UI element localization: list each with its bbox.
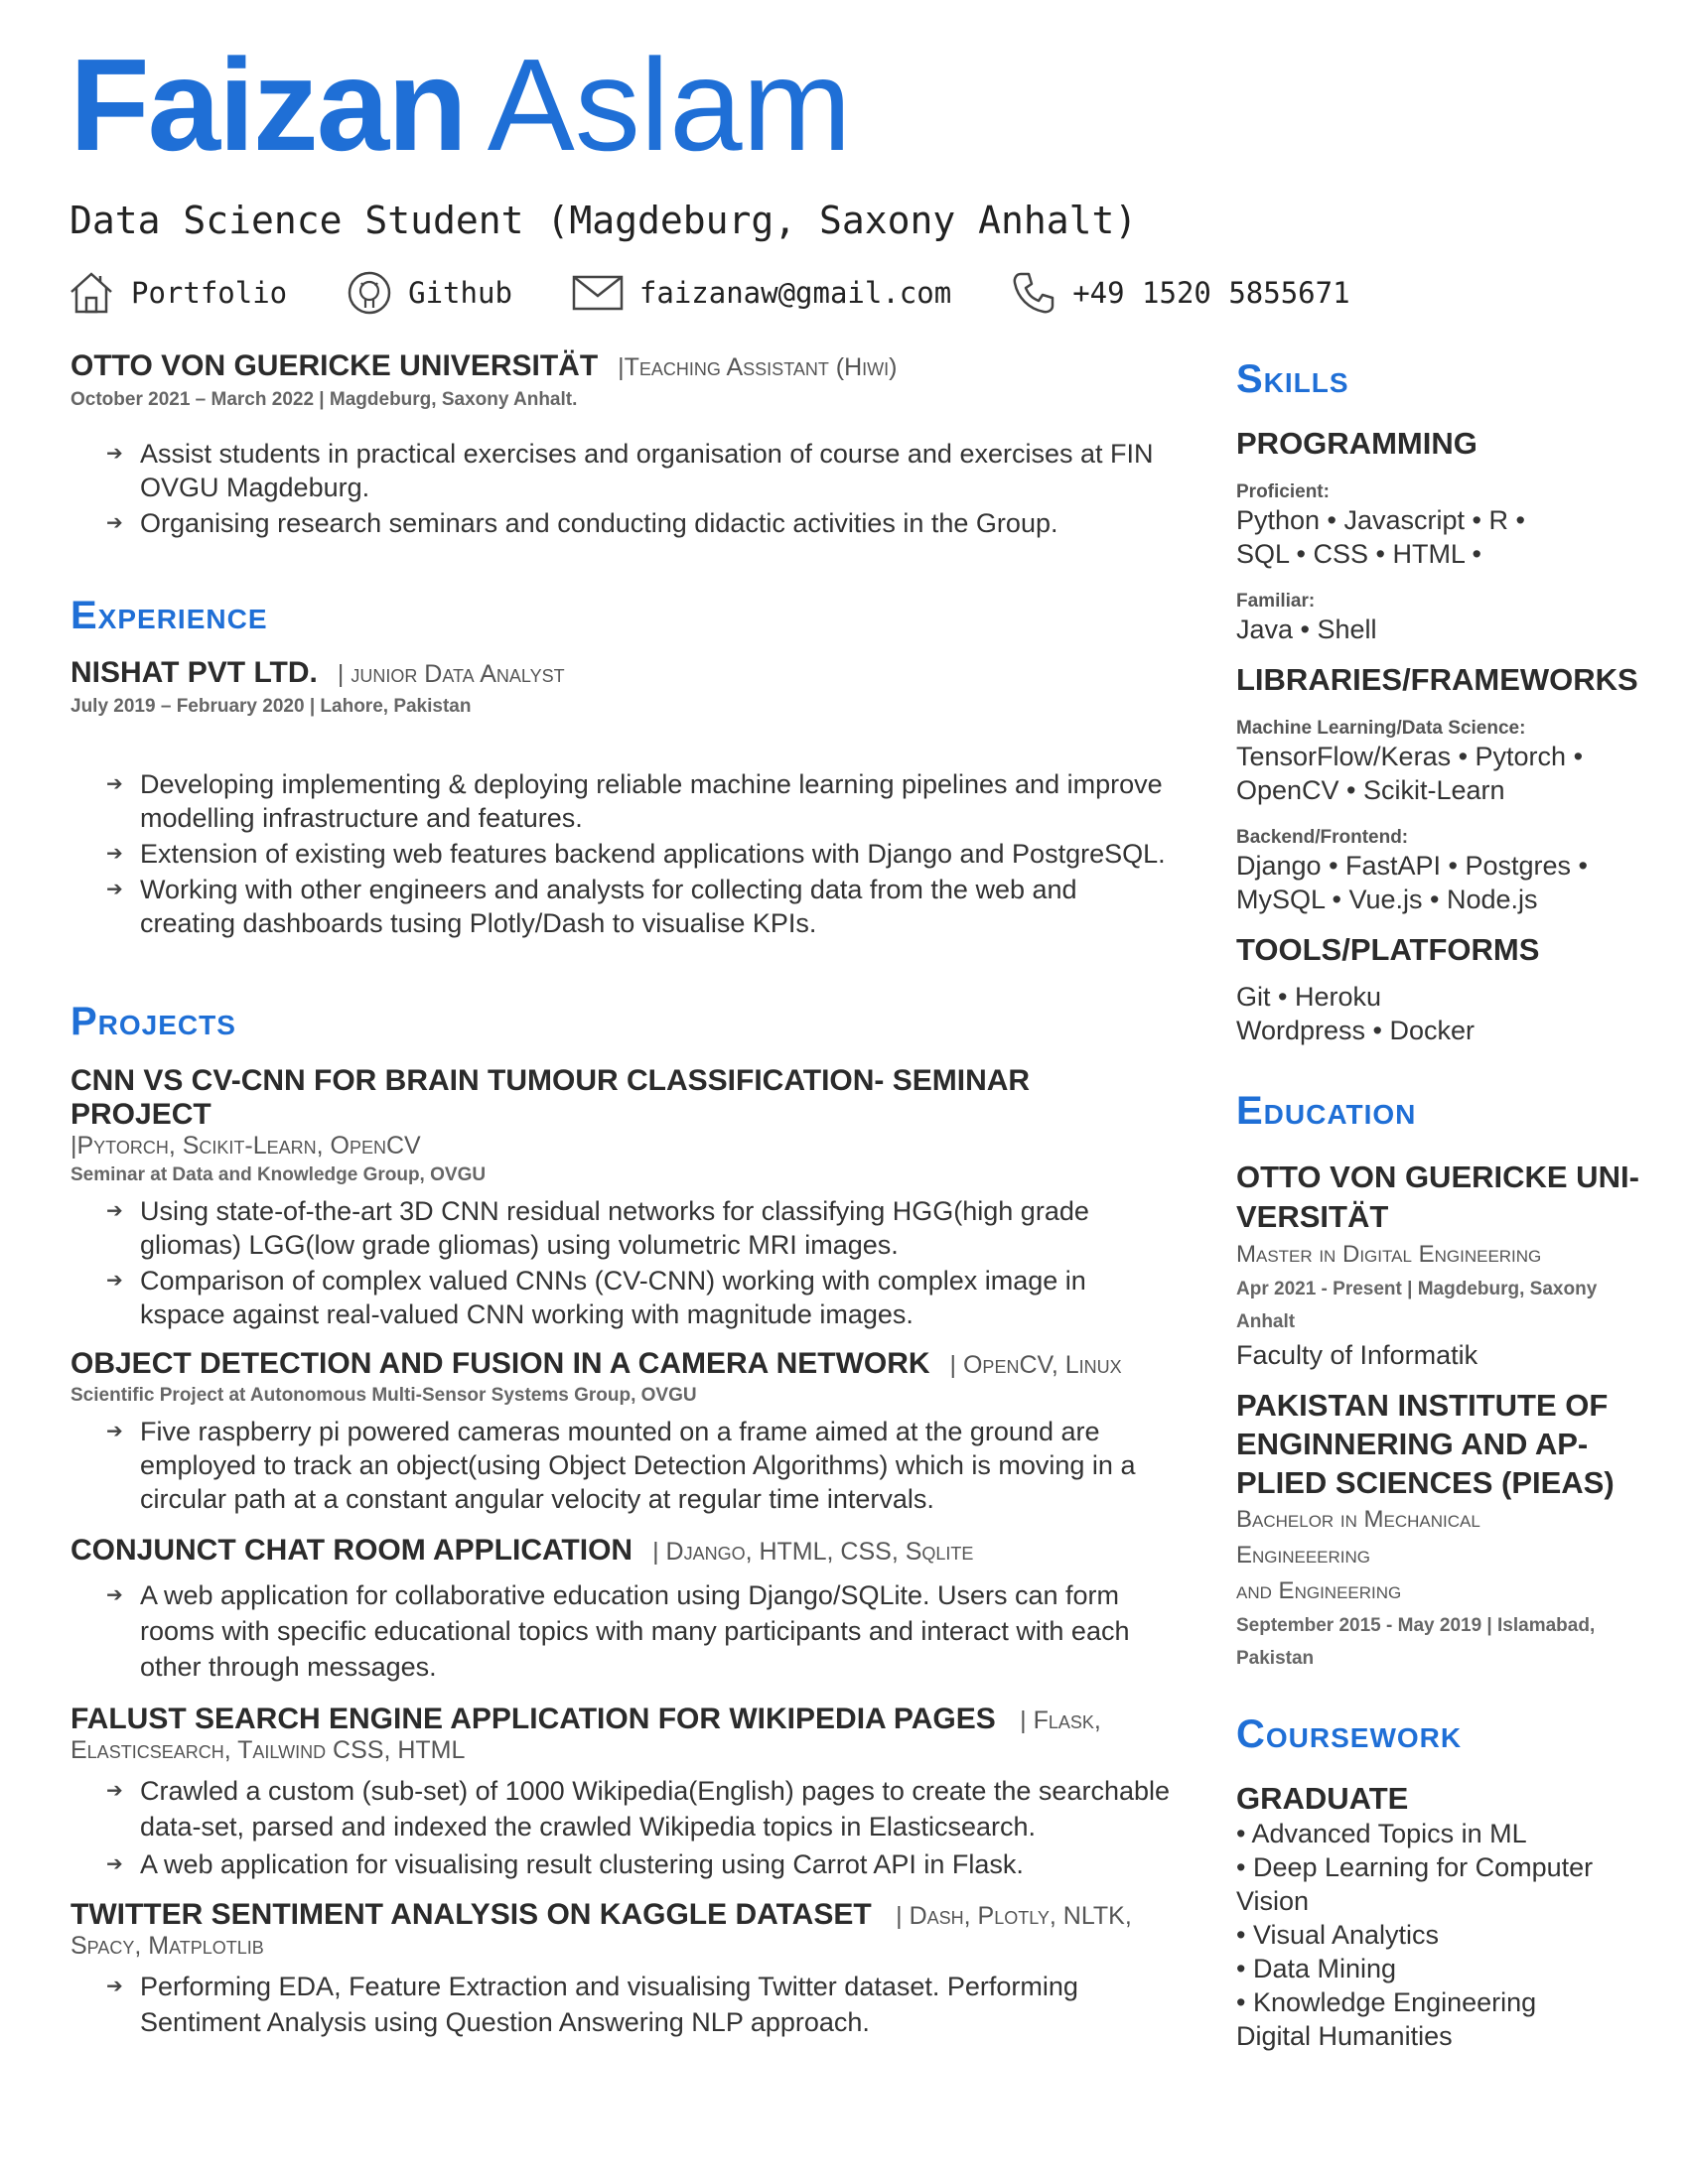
education-meta: September 2015 - May 2019 | Islamabad, [1236, 1615, 1596, 1636]
ml-line: TensorFlow/Keras • Pytorch • [1236, 742, 1584, 771]
list-item: ➔ A web application for collaborative education using Django/SQLite. Users can form rooms with specific educational topics with many participants and interact with each other through messages. [140, 1577, 1173, 1685]
list-item: ➔ Comparison of complex valued CNNs (CV-CNN) working with complex image in kspace against real-valued CNN working with magnitude images. [140, 1264, 1173, 1331]
teaching-entry [70, 349, 1173, 540]
proficient-label: Proficient: [1236, 481, 1330, 502]
list-item: ➔ Developing implementing & deploying reliable machine learning pipelines and improve modelling infrastructure and features. [140, 767, 1173, 835]
project-item [70, 1534, 1173, 1685]
sidebar-column [1236, 357, 1653, 2053]
proficient-line: SQL • CSS • HTML • [1236, 539, 1481, 569]
tools-line: Git • Heroku [1236, 982, 1381, 1012]
experience-role: | junior Data Analyst [337, 660, 565, 688]
list-item: Vision [1236, 1886, 1310, 1916]
education-entry-ovgu [1236, 1158, 1653, 1372]
education-entry-pieas [1236, 1386, 1653, 1675]
school-name: ENGINNERING AND AP- [1236, 1427, 1589, 1461]
project-tech: | OpenCV, Linux [949, 1351, 1122, 1379]
education-meta: Apr 2021 - Present | Magdeburg, Saxony [1236, 1279, 1598, 1299]
project-meta: Seminar at Data and Knowledge Group, OVGU [70, 1164, 487, 1185]
teaching-header [70, 349, 1173, 383]
list-item: ➔ Assist students in practical exercises and organisation of course and exercises at FIN OVGU Magdeburg. [140, 437, 1173, 504]
project-title: FALUST SEARCH ENGINE APPLICATION FOR WIKIPEDIA PAGES [70, 1703, 996, 1735]
list-item: • Knowledge Engineering [1236, 1987, 1537, 2017]
project-title: OBJECT DETECTION AND FUSION IN A CAMERA NETWORK [70, 1347, 930, 1380]
coursework-heading: GRADUATE [1236, 1781, 1409, 1816]
backend-line: MySQL • Vue.js • Node.js [1236, 885, 1538, 914]
project-header [70, 1898, 1173, 1961]
ml-label: Machine Learning/Data Science: [1236, 718, 1526, 739]
project-item [70, 1347, 1173, 1516]
proficient-line: Python • Javascript • R • [1236, 505, 1525, 535]
project-title: CNN VS CV-CNN FOR BRAIN TUMOUR CLASSIFICATION- SEMINAR PROJECT [70, 1064, 1031, 1131]
phone-label: +49 1520 5855671 [1072, 276, 1350, 310]
list-item: • Deep Learning for Computer [1236, 1852, 1594, 1882]
projects-section-title: Projects [70, 1000, 236, 1043]
experience-bullets [70, 767, 1173, 940]
experience-header [70, 656, 1173, 690]
experience-section-title: Experience [70, 594, 268, 637]
first-name: Faizan [70, 32, 466, 178]
degree: Bachelor in Mechanical [1236, 1506, 1480, 1533]
teaching-org: OTTO VON GUERICKE UNIVERSITÄT [70, 349, 599, 382]
tools-heading: TOOLS/PLATFORMS [1236, 932, 1540, 967]
ml-line: OpenCV • Scikit-Learn [1236, 775, 1505, 805]
list-item: • Visual Analytics [1236, 1920, 1440, 1950]
github-link[interactable] [347, 270, 512, 316]
list-item: • Data Mining [1236, 1954, 1397, 1983]
last-name: Aslam [487, 32, 852, 178]
skills-section-title: Skills [1236, 357, 1349, 401]
project-title: TWITTER SENTIMENT ANALYSIS ON KAGGLE DATASET [70, 1898, 872, 1931]
degree: Engineeering [1236, 1542, 1371, 1569]
list-item: ➔ Using state-of-the-art 3D CNN residual networks for classifying HGG(high grade gliomas) LGG(low grade gliomas) using volumetric MRI images. [140, 1194, 1173, 1262]
candidate-name [70, 32, 852, 178]
project-meta: Scientific Project at Autonomous Multi-Sensor Systems Group, OVGU [70, 1385, 697, 1406]
contact-bar [68, 270, 1410, 316]
degree: and Engineering [1236, 1577, 1402, 1604]
experience-org: NISHAT PVT LTD. [70, 656, 318, 689]
project-tech: | Dash, Plotly, NLTK, Spacy, Matplotlib [70, 1902, 1132, 1960]
mail-icon [572, 274, 624, 312]
backend-label: Backend/Frontend: [1236, 827, 1409, 848]
list-item: ➔ Working with other engineers and analysts for collecting data from the web and creating dashboards tusing Plotly/Dash to visualise KPIs. [140, 873, 1173, 940]
home-icon [68, 270, 115, 316]
project-header [70, 1703, 1173, 1765]
email-label: faizanaw@gmail.com [638, 276, 952, 310]
project-bullets [70, 1773, 1173, 1882]
list-item: ➔ Extension of existing web features backend applications with Django and PostgreSQL. [140, 837, 1173, 871]
project-tech: |Pytorch, Scikit-Learn, OpenCV [70, 1132, 421, 1160]
school-name: PLIED SCIENCES (PIEAS) [1236, 1465, 1615, 1500]
project-bullets [70, 1969, 1173, 2040]
headline: Data Science Student (Magdeburg, Saxony Anhalt) [70, 199, 1138, 242]
education-meta: Pakistan [1236, 1648, 1315, 1669]
github-icon [347, 270, 392, 316]
portfolio-link[interactable] [68, 270, 287, 316]
project-title: CONJUNCT CHAT ROOM APPLICATION [70, 1534, 633, 1567]
teaching-meta: October 2021 – March 2022 | Magdeburg, Saxony Anhalt. [70, 389, 578, 410]
education-meta: Anhalt [1236, 1311, 1296, 1332]
project-header [70, 1534, 1173, 1568]
list-item: ➔ Performing EDA, Feature Extraction and visualising Twitter dataset. Performing Sentiment Analysis using Question Answering NLP approach. [140, 1969, 1173, 2040]
tools-line: Wordpress • Docker [1236, 1016, 1476, 1045]
list-item: ➔ A web application for visualising result clustering using Carrot API in Flask. [140, 1846, 1173, 1882]
teaching-bullets [70, 437, 1173, 540]
email-link[interactable] [572, 274, 951, 312]
phone-icon [1011, 270, 1056, 316]
phone-link[interactable] [1011, 270, 1349, 316]
project-tech: | Django, HTML, CSS, Sqlite [652, 1538, 974, 1566]
coursework-list [1236, 1817, 1653, 2053]
experience-meta: July 2019 – February 2020 | Lahore, Pakistan [70, 696, 472, 717]
project-bullets [70, 1577, 1173, 1685]
familiar-line: Java • Shell [1236, 614, 1377, 644]
project-item [70, 1898, 1173, 2040]
coursework-section-title: Coursework [1236, 1712, 1463, 1756]
list-item: ➔ Crawled a custom (sub-set) of 1000 Wikipedia(English) pages to create the searchable data-set, parsed and indexed the crawled Wikipedia topics in Elasticsearch. [140, 1773, 1173, 1844]
education-section-title: Education [1236, 1089, 1417, 1133]
project-bullets [70, 1194, 1173, 1331]
project-tech: | Flask, Elasticsearch, Tailwind CSS, HTML [70, 1706, 1101, 1764]
degree: Master in Digital Engineering [1236, 1241, 1542, 1268]
libraries-heading: LIBRARIES/FRAMEWORKS [1236, 662, 1638, 697]
familiar-label: Familiar: [1236, 591, 1316, 612]
programming-heading: PROGRAMMING [1236, 426, 1477, 461]
faculty: Faculty of Informatik [1236, 1340, 1478, 1370]
list-item: ➔ Organising research seminars and conducting didactic activities in the Group. [140, 506, 1173, 540]
github-label: Github [408, 276, 512, 310]
school-name: VERSITÄT [1236, 1199, 1389, 1234]
backend-line: Django • FastAPI • Postgres • [1236, 851, 1589, 881]
list-item: Digital Humanities [1236, 2021, 1453, 2051]
list-item: ➔ Five raspberry pi powered cameras mounted on a frame aimed at the ground are employed to track an object(using Object Detection Algorithms) which is moving in a circular path at a constant angular velocity at regular time intervals. [140, 1415, 1173, 1516]
school-name: PAKISTAN INSTITUTE OF [1236, 1388, 1609, 1423]
project-header [70, 1347, 1173, 1381]
project-bullets [70, 1415, 1173, 1516]
project-item [70, 1703, 1173, 1882]
experience-entry [70, 656, 1173, 940]
teaching-role: |Teaching Assistant (Hiwi) [618, 353, 898, 381]
list-item: • Advanced Topics in ML [1236, 1819, 1527, 1848]
project-item [70, 1064, 1173, 1331]
main-column [70, 349, 1173, 2042]
school-name: OTTO VON GUERICKE UNI- [1236, 1160, 1639, 1194]
portfolio-label: Portfolio [131, 276, 288, 310]
